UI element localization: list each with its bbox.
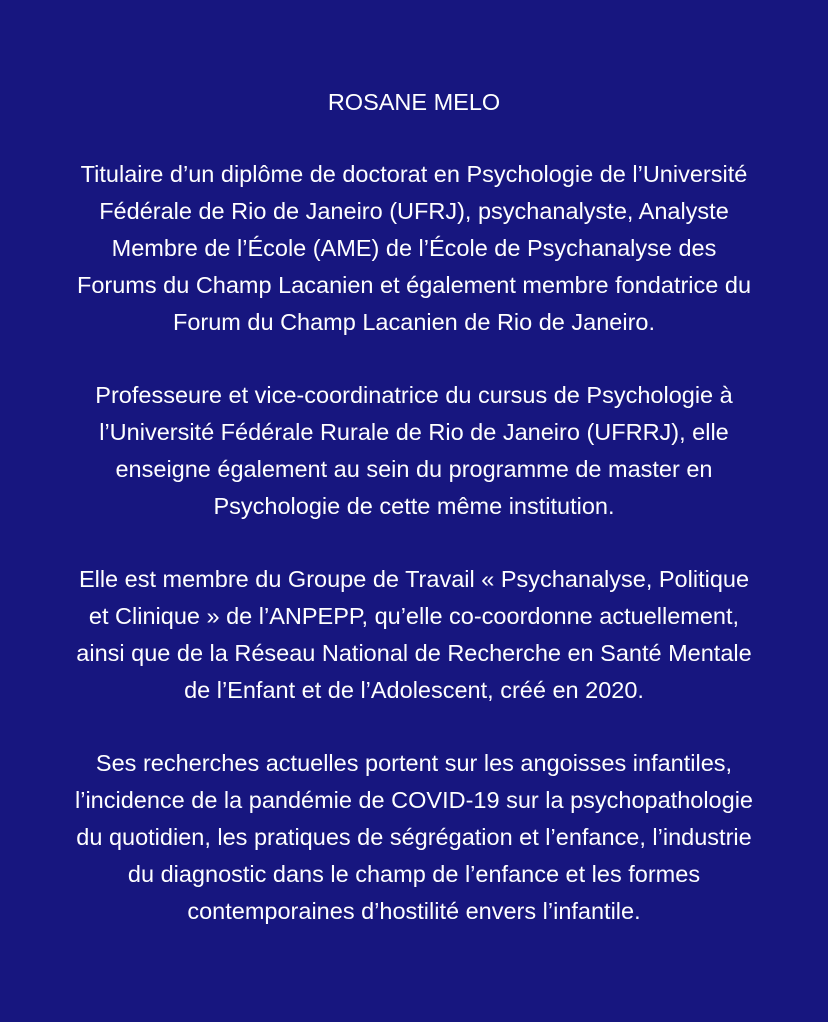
paragraph-line: Ses recherches actuelles portent sur les angoisses infantiles, bbox=[95, 750, 733, 776]
paragraph-line: du quotidien, les pratiques de ségrégation et l’enfance, l’industrie bbox=[76, 824, 752, 850]
paragraph-line: contemporaines d’hostilité envers l’infantile. bbox=[187, 898, 641, 924]
paragraph-line: enseigne également au sein du programme de master en bbox=[115, 456, 713, 482]
paragraph-line: du diagnostic dans le champ de l’enfance et les formes bbox=[127, 861, 701, 887]
paragraph-line: l’Université Fédérale Rurale de Rio de Janeiro (UFRRJ), elle bbox=[99, 419, 729, 445]
paragraph-doctorate bbox=[20, 156, 808, 341]
paragraph-teaching bbox=[20, 377, 808, 525]
paragraph-line: l’incidence de la pandémie de COVID-19 sur la psychopathologie bbox=[75, 787, 753, 813]
paragraph-line: Fédérale de Rio de Janeiro (UFRJ), psychanalyste, Analyste bbox=[99, 198, 729, 224]
paragraph-line: et Clinique » de l’ANPEPP, qu’elle co-coordonne actuellement, bbox=[88, 603, 740, 629]
paragraph-line: ainsi que de la Réseau National de Recherche en Santé Mentale bbox=[76, 640, 752, 666]
paragraph-line: Titulaire d’un diplôme de doctorat en Psychologie de l’Université bbox=[80, 161, 748, 187]
paragraph-line: Professeure et vice-coordinatrice du cursus de Psychologie à bbox=[95, 382, 733, 408]
paragraph-line: Psychologie de cette même institution. bbox=[213, 493, 615, 519]
paragraph-memberships bbox=[20, 561, 808, 709]
paragraph-line: Forum du Champ Lacanien de Rio de Janeiro. bbox=[172, 309, 656, 335]
paragraph-line: de l’Enfant et de l’Adolescent, créé en 2020. bbox=[184, 677, 644, 703]
paragraph-line: Forums du Champ Lacanien et également membre fondatrice du bbox=[76, 272, 752, 298]
paragraph-line: Membre de l’École (AME) de l’École de Psychanalyse des bbox=[111, 235, 717, 261]
paragraph-research bbox=[20, 745, 808, 930]
author-name-block bbox=[20, 84, 808, 121]
author-name: ROSANE MELO bbox=[327, 89, 501, 115]
paragraph-line: Elle est membre du Groupe de Travail « Psychanalyse, Politique bbox=[78, 566, 750, 592]
